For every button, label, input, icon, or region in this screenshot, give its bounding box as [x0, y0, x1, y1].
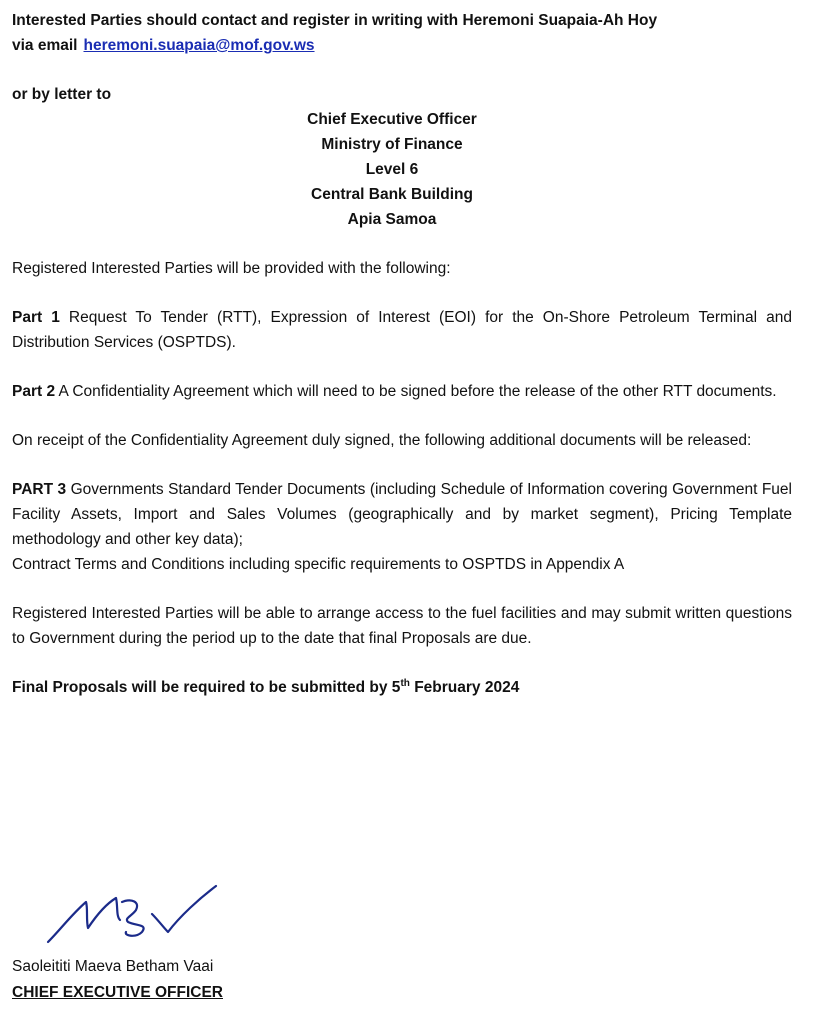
address-line: Apia Samoa [347, 211, 437, 228]
part1-text: Request To Tender (RTT), Expression of Interest (EOI) for the On-Shore Petroleum Terminal and Distribution Services (OSPTDS). [12, 309, 792, 351]
part2-label: Part 2 [12, 383, 56, 400]
part3-paragraph [12, 477, 792, 552]
signer-block [12, 954, 223, 1006]
signer-name: Saoleititi Maeva Betham Vaai [12, 958, 214, 975]
part1-label: Part 1 [12, 309, 60, 326]
mailing-address [12, 107, 792, 232]
final-proposals-line [12, 675, 792, 700]
part3-text: Governments Standard Tender Documents (including Schedule of Information covering Government Fuel Facility Assets, Import and Sales Volumes (geographically and by market segment), Pricing Template methodology and other key data); [12, 481, 792, 548]
address-line: Chief Executive Officer [307, 111, 477, 128]
document-body [12, 8, 792, 700]
signer-title: CHIEF EXECUTIVE OFFICER [12, 984, 223, 1001]
or-by-letter: or by letter to [12, 86, 112, 103]
contract-terms: Contract Terms and Conditions including specific requirements to OSPTDS in Appendix A [12, 556, 625, 573]
address-line: Level 6 [365, 161, 419, 178]
part2-paragraph [12, 379, 792, 404]
via-email-label: via email [12, 37, 78, 54]
address-line: Ministry of Finance [321, 136, 463, 153]
final-prefix: Final Proposals will be required to be submitted by 5 [12, 679, 401, 696]
final-suffix: th [400, 677, 410, 689]
part1-paragraph [12, 305, 792, 355]
final-date: February 2024 [409, 679, 520, 696]
access-paragraph: Registered Interested Parties will be able to arrange access to the fuel facilities and may submit written questions to Government during the period up to the date that final Proposals are due. [12, 605, 792, 647]
part2-text: A Confidentiality Agreement which will need to be signed before the release of the other RTT documents. [58, 383, 777, 400]
registered-intro: Registered Interested Parties will be provided with the following: [12, 260, 451, 277]
intro-text: Interested Parties should contact and register in writing with Heremoni Suapaia-Ah Hoy [12, 12, 658, 29]
receipt-paragraph: On receipt of the Confidentiality Agreement duly signed, the following additional documents will be released: [12, 432, 752, 449]
address-line: Central Bank Building [311, 186, 473, 203]
email-link[interactable]: heremoni.suapaia@mof.gov.ws [83, 37, 315, 54]
intro-line [12, 8, 792, 58]
signature-image [40, 880, 240, 950]
part3-label: PART 3 [12, 481, 67, 498]
